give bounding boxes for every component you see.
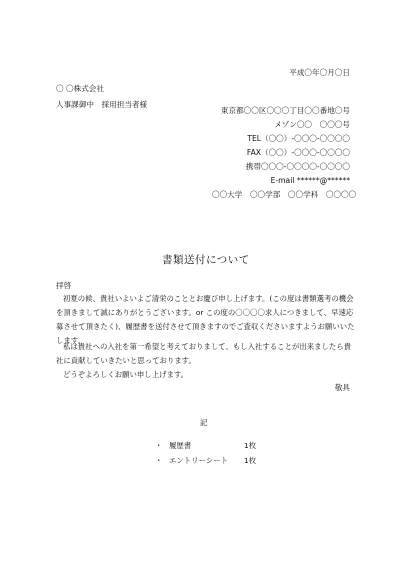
record-heading: 記 — [200, 418, 208, 427]
enclosure-qty: 1枚 — [244, 441, 257, 450]
body-paragraph-1: 初夏の候、貴社いよいよご清栄のこととお慶び申し上げます。(この度は書類選考の機会を頂きまして誠にありがとうございます。or この度の〇〇〇〇求人につきまして、早速応募させて頂きたく)、履歴書を送付させて頂きますのでご査収くださいますようお願いいたします。 — [56, 294, 355, 345]
sender-email: E-mail ******@****** — [270, 176, 350, 185]
sender-mobile: 携帯〇〇〇-〇〇〇〇-〇〇〇〇 — [245, 162, 350, 171]
list-item — [155, 438, 256, 453]
bullet-marker: ・ — [155, 456, 163, 465]
enclosure-qty: 1枚 — [244, 456, 257, 465]
sender-fax: FAX（〇〇）-〇〇〇-〇〇〇〇 — [246, 148, 350, 157]
recipient-company: 〇 〇株式会社 — [56, 84, 104, 93]
sender-tel: TEL（〇〇）-〇〇〇-〇〇〇〇 — [247, 134, 350, 143]
opening-salutation: 拝啓 — [56, 281, 72, 290]
bullet-marker: ・ — [155, 441, 163, 450]
body-paragraph-2: 私は貴社への入社を第一希望と考えておりまして、もし入社することが出来ましたら貴社に貢献していきたいと思っております。 — [56, 342, 352, 365]
enclosure-name: エントリーシート — [169, 456, 228, 465]
recipient-department: 人事課御中 採用担当者様 — [56, 100, 148, 109]
letter-subject: 書類送付について — [162, 254, 250, 266]
sender-address1: 東京都〇〇区〇〇〇丁目〇〇番地〇号 — [220, 106, 350, 115]
enclosure-list — [155, 438, 256, 468]
list-item — [155, 453, 256, 468]
sender-address2: メゾン〇〇 〇〇〇号 — [274, 120, 350, 129]
enclosure-name: 履歴書 — [169, 441, 192, 450]
sender-school: 〇〇大学 〇〇学部 〇〇学科 〇〇〇〇 — [212, 190, 357, 199]
body-paragraph-3: どうぞよろしくお願い申し上げます。 — [63, 370, 189, 379]
closing-word: 敬具 — [334, 383, 350, 392]
letter-date: 平成〇年〇月〇日 — [289, 68, 350, 77]
